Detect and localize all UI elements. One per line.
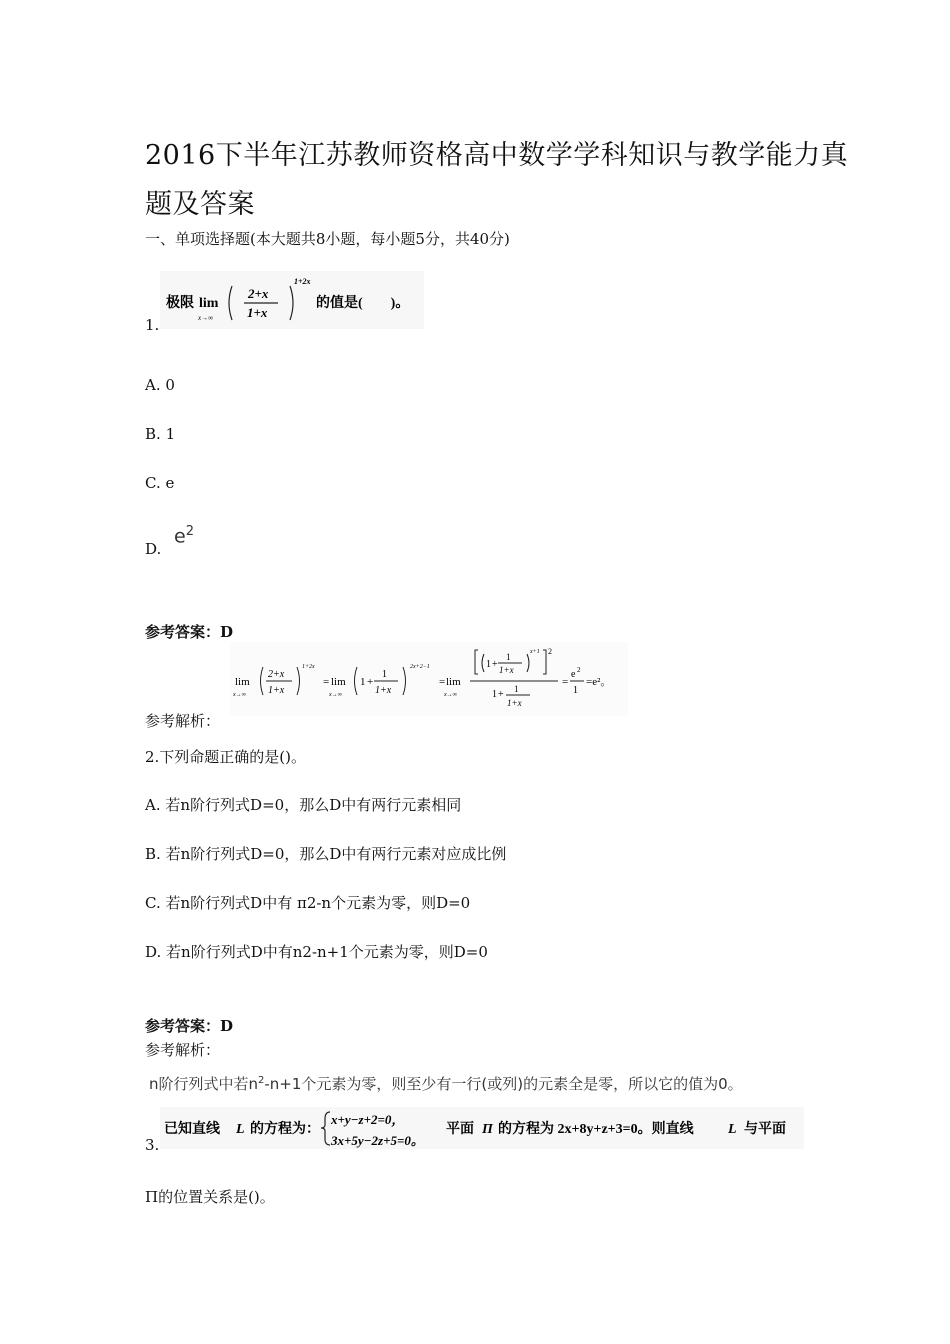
q1-answer: 参考答案：D	[145, 623, 234, 641]
q2-answer: 参考答案：D	[145, 1017, 234, 1035]
q2-stem: 2.下列命题正确的是()。	[145, 748, 307, 766]
q1-stem-prefix: 极限	[166, 296, 194, 311]
sol-den-2: 1+x	[375, 685, 392, 696]
q1-option-b: B. 1	[145, 425, 176, 443]
q2-explanation: n阶行列式中若$n^2-n+1$个元素为零，则至少有一行(或列)的元素全是零，所以它的值为0。	[149, 1075, 743, 1093]
q1-option-a: A. 0	[145, 376, 175, 394]
q1-option-d-label: D.	[145, 540, 162, 558]
sol-exp-3: x+1	[530, 649, 540, 655]
q1-analysis-label: 参考解析：	[145, 712, 221, 730]
sol-eq-2: =	[439, 676, 446, 688]
q1-left-paren	[229, 286, 232, 320]
q3-stem-formula	[160, 1107, 804, 1149]
sol-plus-3: +	[492, 659, 498, 670]
sol-den-one: 1	[492, 689, 497, 700]
q1-number: 1.	[145, 316, 160, 334]
sol-eq-1: =	[323, 676, 330, 688]
q3-stem-image	[160, 1107, 804, 1149]
q1-formula-image	[160, 271, 424, 329]
sol-lim-sub-1: x→∞	[233, 692, 246, 698]
sol-res-num: e	[571, 669, 576, 680]
sol-den-frac-den: 1+x	[507, 698, 522, 708]
sol-bracket-l	[475, 650, 478, 674]
sol-den-1: 1+x	[268, 685, 285, 696]
sol-den-frac-num: 1	[514, 684, 519, 694]
sol-paren-2l	[355, 667, 358, 695]
sol-den-plus: +	[498, 689, 504, 700]
q2-option-d: D. 若n阶行列式D中有n2-n+1个元素为零，则D=0	[145, 943, 488, 961]
q1-lim: lim	[199, 296, 219, 311]
page-title-line-1: 2016下半年江苏教师资格高中数学学科知识与教学能力真	[145, 140, 849, 171]
q1-limit-formula	[160, 271, 424, 329]
sol-den-3: 1+x	[499, 665, 514, 675]
q1-lim-sub: x→∞	[198, 314, 214, 322]
sol-eq-3: =	[562, 676, 569, 688]
q2-option-b: B. 若n阶行列式D=0，那么D中有两行元素对应成比例	[145, 845, 507, 863]
sol-result: =e²。	[586, 676, 612, 688]
sol-one-2: 1	[360, 676, 366, 688]
sol-paren-1l	[261, 667, 264, 695]
q3-var-pi: Π	[482, 1122, 493, 1137]
sol-one-3: 1	[486, 659, 491, 670]
q1-stem-suffix: 的值是( )。	[316, 296, 410, 311]
q2-analysis-label: 参考解析：	[145, 1041, 221, 1059]
sol-num-3: 1	[506, 652, 511, 662]
q3-stem-c: 平面	[446, 1122, 474, 1137]
sol-paren-3r	[527, 654, 529, 672]
sol-sq: 2	[548, 647, 552, 656]
sol-num-1: 2+x	[268, 669, 285, 680]
sol-lim-sub-3: x→∞	[444, 692, 457, 698]
q2-option-a: A. 若n阶行列式D=0，那么D中有两行元素相同	[145, 796, 462, 814]
q1-option-d-value: $e^2$	[174, 524, 194, 548]
q1-exponent: 1+2x	[294, 277, 311, 286]
sol-lim-2: lim	[331, 676, 346, 688]
q1-frac-num: 2+x	[248, 286, 269, 301]
q3-stem-e: 与平面	[744, 1122, 786, 1137]
q3-stem-a: 已知直线	[164, 1122, 220, 1137]
q2-option-c: C. 若n阶行列式D中有 π2-n个元素为零，则D=0	[145, 894, 471, 912]
sol-exp-2: 2x+2−1	[410, 664, 430, 670]
sol-plus-2: +	[367, 676, 374, 688]
q1-solution-image	[230, 642, 628, 716]
sol-res-num-sup: 2	[577, 666, 581, 674]
q3-brace	[321, 1112, 330, 1145]
q3-stem-d: 的方程为 2x+8y+z+3=0。则直线	[498, 1122, 694, 1137]
q3-stem-b: 的方程为：	[250, 1122, 320, 1137]
q3-continuation: Π的位置关系是()。	[145, 1188, 275, 1206]
sol-bracket-r	[543, 650, 546, 674]
q3-eq1: x+y−z+2=0，	[331, 1112, 405, 1127]
sol-res-den: 1	[573, 685, 578, 696]
q1-right-paren	[290, 286, 293, 320]
q3-var-l: L	[236, 1122, 245, 1137]
sol-paren-1r	[297, 667, 300, 695]
q1-option-c: C. e	[145, 474, 175, 492]
section-heading: 一、单项选择题(本大题共8小题，每小题5分，共40分)	[145, 230, 510, 248]
q3-var-l-2: L	[728, 1122, 737, 1137]
sol-lim-1: lim	[235, 676, 250, 688]
sol-lim-sub-2: x→∞	[329, 692, 342, 698]
q3-number: 3.	[145, 1136, 160, 1154]
sol-paren-2r	[403, 667, 406, 695]
sol-lim-3: lim	[446, 676, 461, 688]
sol-num-2: 1	[382, 669, 387, 680]
q1-frac-den: 1+x	[247, 305, 268, 320]
q3-eq2: 3x+5y−2z+5=0。	[331, 1133, 424, 1148]
page-title-line-2: 题及答案	[145, 189, 255, 220]
q1-solution-formula	[230, 642, 628, 716]
sol-exp-1: 1+2x	[302, 664, 315, 670]
sol-paren-3l	[482, 654, 484, 672]
